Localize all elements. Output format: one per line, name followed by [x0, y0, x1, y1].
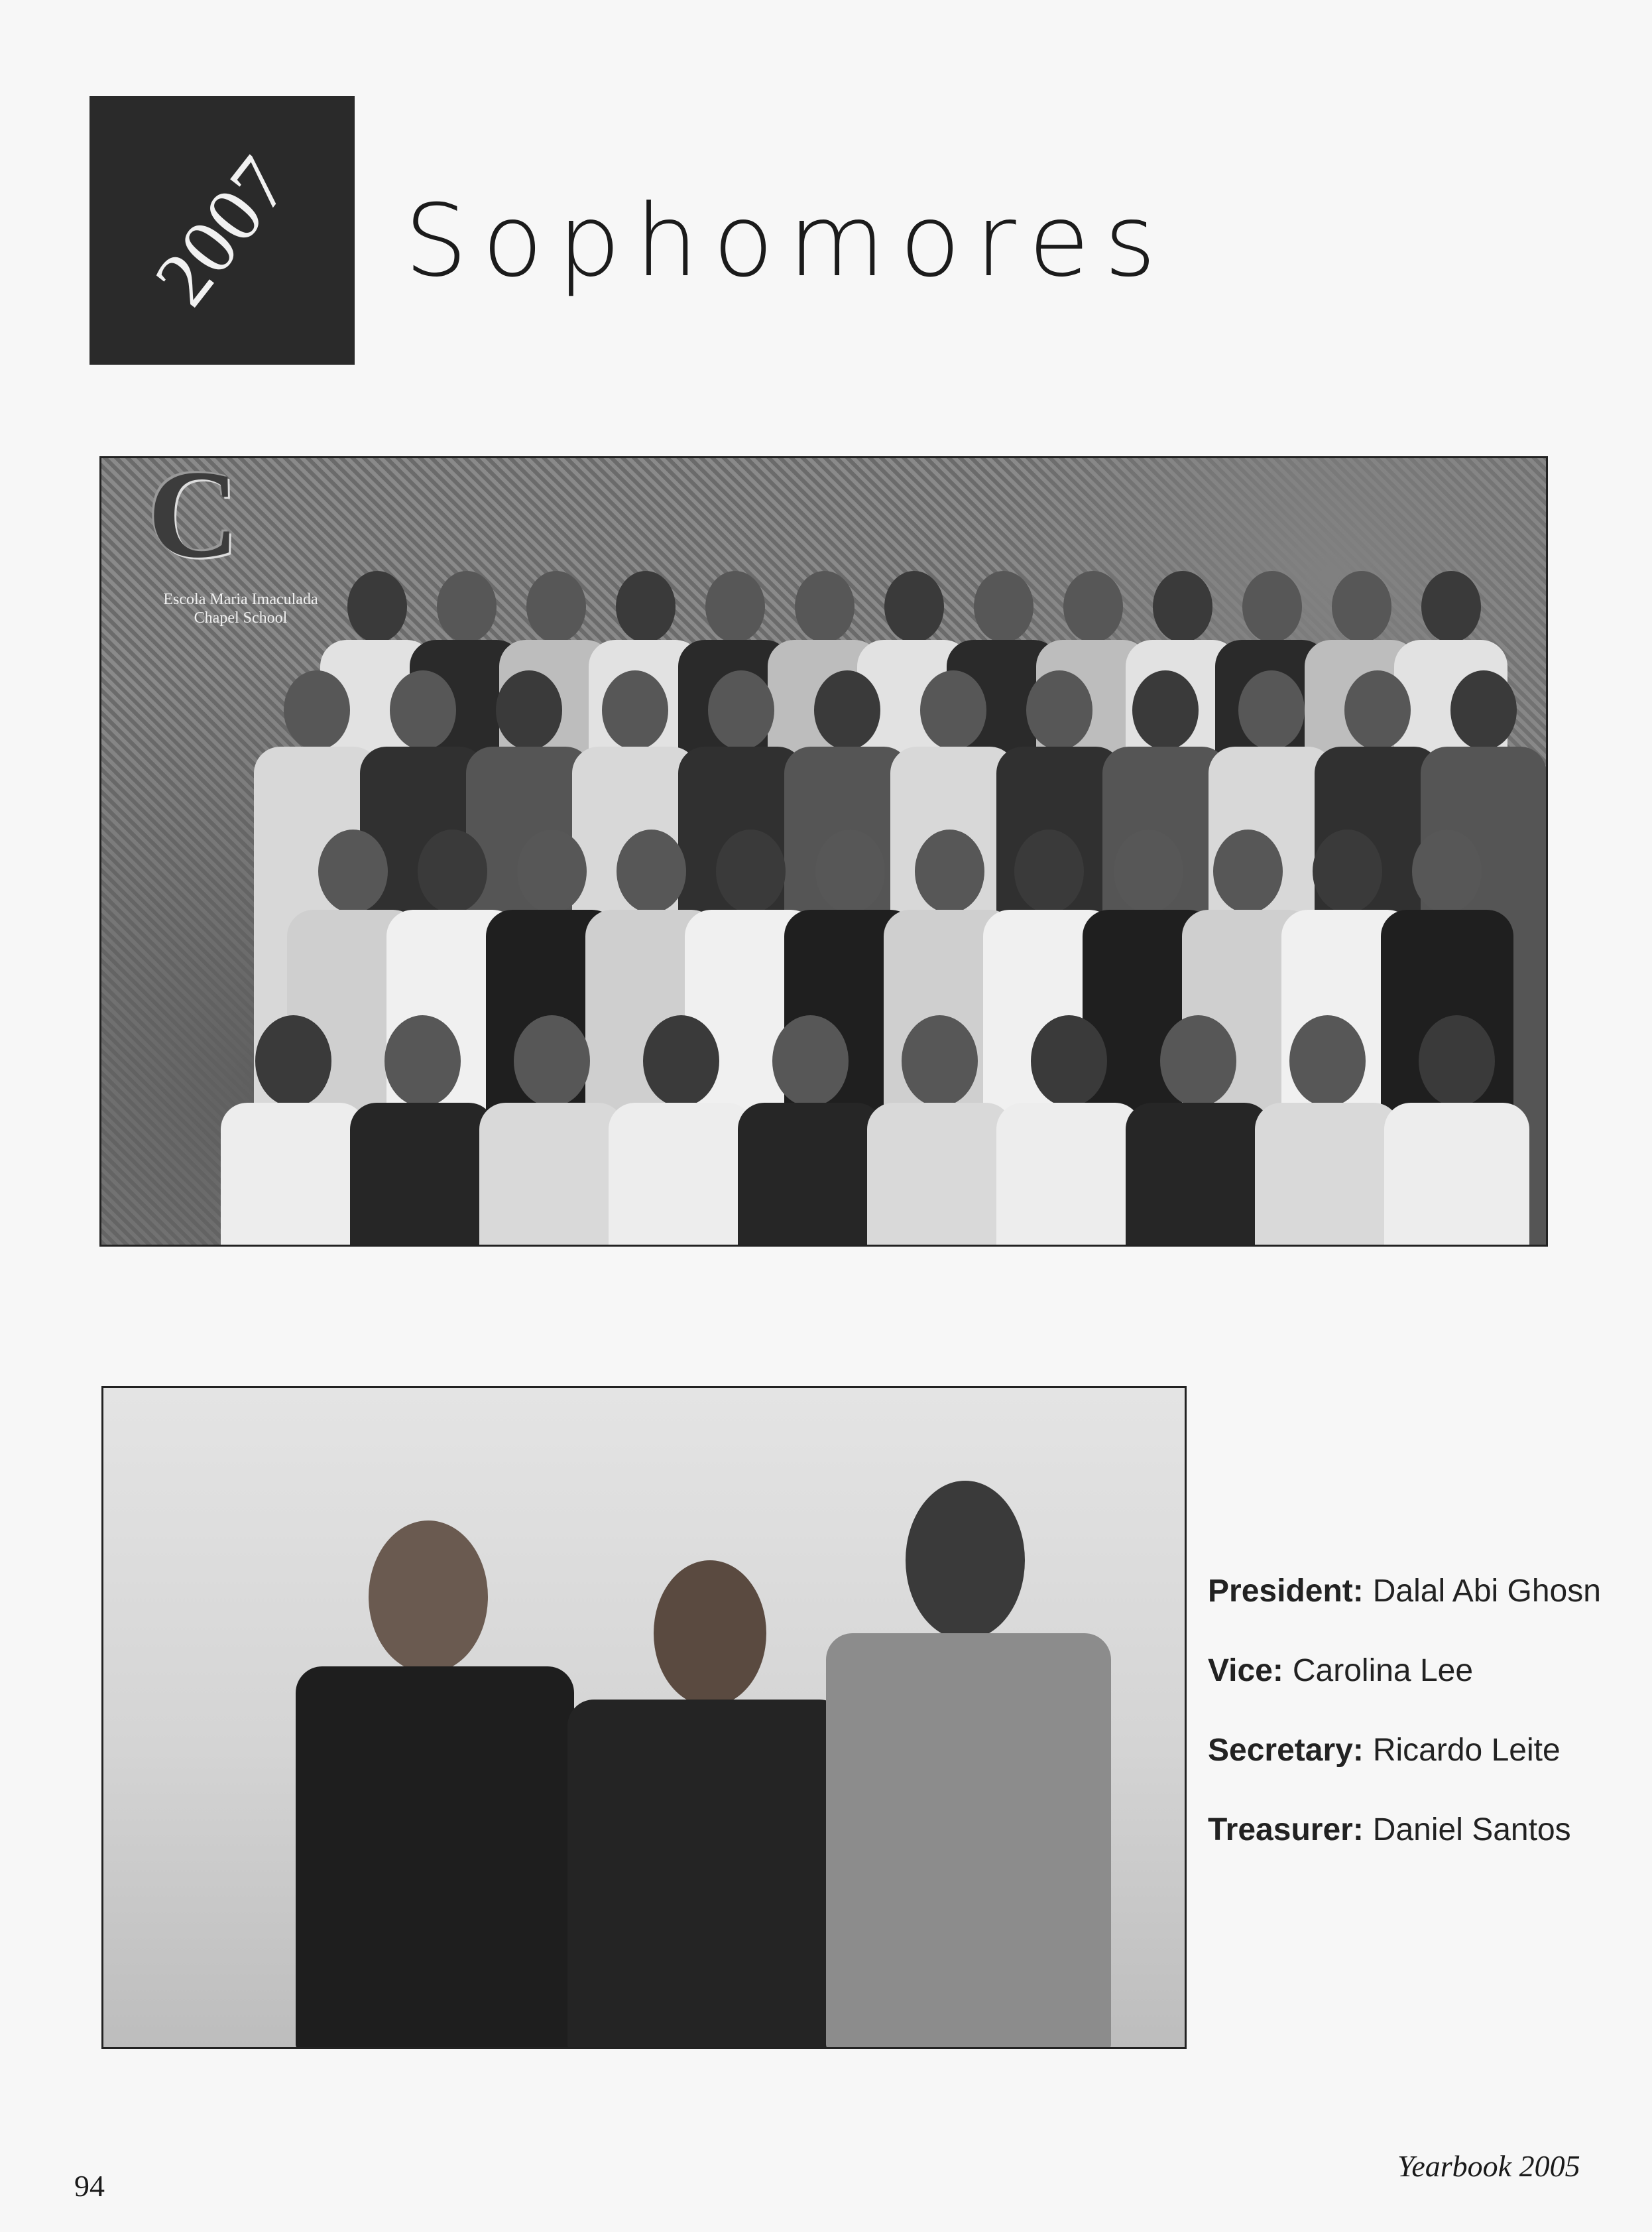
page-number: 94 — [74, 2169, 105, 2203]
officer-secretary — [1208, 1731, 1619, 1810]
officer-treasurer — [1208, 1810, 1619, 1890]
year-label: 2007 — [137, 139, 306, 321]
officer-role: Vice: — [1208, 1653, 1283, 1688]
page-title — [398, 162, 1531, 315]
year-box — [89, 96, 355, 365]
school-logo-subname: Chapel School — [194, 609, 288, 627]
page-title-text: Sophomores — [404, 184, 1171, 299]
officer-role: President: — [1208, 1574, 1364, 1609]
student-figure — [996, 1015, 1142, 1247]
officer-figure-middle — [567, 1560, 846, 2049]
class-group-photo — [99, 456, 1548, 1247]
officer-name: Carolina Lee — [1292, 1653, 1474, 1688]
student-figure — [609, 1015, 754, 1247]
student-figure — [867, 1015, 1012, 1247]
officer-name: Daniel Santos — [1372, 1812, 1571, 1847]
publication-title: Yearbook 2005 — [1397, 2149, 1580, 2183]
student-figure — [221, 1015, 366, 1247]
student-figure — [1384, 1015, 1529, 1247]
officer-figure-left — [296, 1520, 574, 2049]
school-logo-mark: C — [148, 456, 239, 584]
officer-role: Secretary: — [1208, 1733, 1364, 1768]
officer-figure-right — [826, 1481, 1111, 2049]
student-figure — [1255, 1015, 1400, 1247]
officer-vice — [1208, 1651, 1619, 1731]
student-figure — [738, 1015, 883, 1247]
school-logo-name: Escola Maria Imaculada — [163, 591, 318, 608]
officer-president — [1208, 1572, 1619, 1651]
student-figure — [479, 1015, 624, 1247]
student-figure — [1126, 1015, 1271, 1247]
officers-list — [1208, 1572, 1619, 1890]
student-figure — [350, 1015, 495, 1247]
officers-photo — [101, 1386, 1187, 2049]
officer-name: Ricardo Leite — [1372, 1733, 1561, 1768]
officer-role: Treasurer: — [1208, 1812, 1364, 1847]
officer-name: Dalal Abi Ghosn — [1372, 1574, 1601, 1609]
